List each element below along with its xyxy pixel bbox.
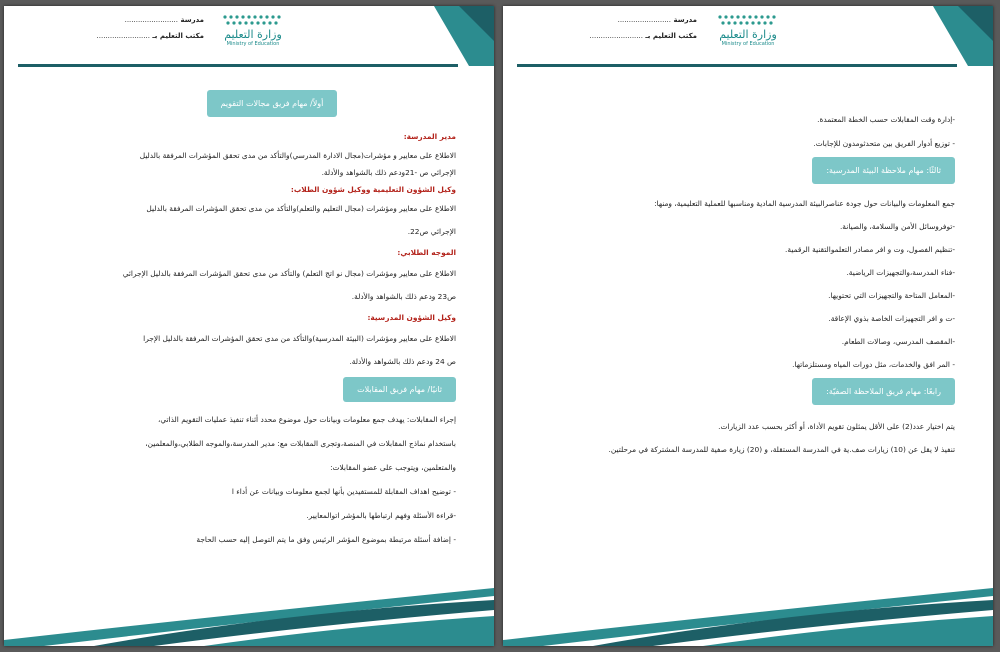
school-agent-line-1: الاطلاع على معايير ومؤشرات (البيئة المدرسية)والتأكد من مدى تحقق المؤشرات المرفقة بالدليل الإجرا [143, 334, 456, 343]
director-line-2: الإجرائي ص -21ودعم ذلك بالشواهد والأدلة. [321, 168, 456, 177]
header-fields [590, 16, 697, 48]
office-field [590, 32, 697, 48]
environment-intro: جمع المعلومات والبيانات حول جودة عناصرالبيئة المدرسية المادية ومناسبها للعملية التعليمية، ومنها: [654, 199, 955, 208]
section-banner-evaluation: أولاً/ مهام فريق مجالات التقويم [207, 90, 338, 117]
left-page-content [28, 90, 456, 545]
environment-list [527, 221, 955, 370]
ministry-logo [711, 14, 785, 47]
office-label: مكتب التعليم بـ [152, 32, 204, 40]
interviews-line-4: - توضيح اهداف المقابلة للمستفيدين بأنها لجمع معلومات وبيانات عن أداء ا [231, 487, 456, 496]
footer-decoration [4, 586, 494, 646]
list-item: - المر افق والخدمات، مثل دورات المياه ومستلزماتها. [792, 360, 955, 369]
student-guide-line-2: ص23 ودعم ذلك بالشواهد والأدلة. [351, 292, 456, 301]
interviews-cont-line-2: - توزيع أدوار الفريق بين متحدثومدون للإجابات. [813, 139, 955, 148]
section-banner-interviews: ثانيًا/ مهام فريق المقابلات [343, 377, 456, 402]
director-title: مدير المدرسة: [403, 132, 456, 141]
header-rule [517, 64, 957, 67]
director-line-1: الاطلاع على معايير و مؤشرات(مجال الادارة المدرسي)والتأكد من مدى تحقق المؤشرات المرفقة بالدليل [139, 151, 456, 160]
interviews-line-6: - إضافة أسئلة مرتبطة بموضوع المؤشر الرئيس وفق ما يتم التوصل إليه حسب الحاجة [196, 535, 456, 544]
interviews-line-1: إجراء المقابلات: يهدف جمع معلومات وبيانات حول موضوع محدد أثناء تنفيذ عمليات التقويم الذاتي، [158, 415, 456, 424]
class-observation-line-2: تنفيذ لا يقل عن (10) زيارات صف.ية في المدرسة المستقلة، و (20) زيارة صفية للمدرسة المشتركة في مرحلتين. [608, 445, 955, 454]
school-agent-title: وكيل الشؤون المدرسية: [367, 313, 456, 322]
edu-agent-line-1: الاطلاع على معايير ومؤشرات (مجال التعليم والتعلم)والتأكد من مدى تحقق المؤشرات المرفقة بالدليل [146, 204, 456, 213]
interviews-line-5: -قراءة الأسئلة وفهم ارتباطها بالمؤشر اتوالمعايير. [306, 511, 456, 520]
document-page-left [4, 6, 494, 646]
office-dots: ........................ [96, 32, 150, 40]
list-item: -توفروسائل الأمن والسلامة، والصيانة. [839, 222, 955, 231]
list-item: -المقصف المدرسي، وصالات الطعام. [841, 337, 955, 346]
edu-agent-title: وكيل الشؤون التعليمية ووكيل شؤون الطلاب: [290, 185, 456, 194]
interviews-line-2: باستخدام نماذج المقابلات في المنصة،وتجرى المقابلات مع: مدير المدرسة،والموجه الطلابي،والمعلمين، [145, 439, 456, 448]
school-dots: ........................ [124, 16, 179, 24]
header-fields [97, 16, 204, 48]
interviews-line-3: والمتعلمين، ويتوجب على عضو المقابلات: [330, 463, 456, 472]
ministry-name-ar: وزارة التعليم [719, 28, 777, 41]
edu-agent-line-2: الإجرائي ص22. [407, 227, 456, 236]
section-banner-class-observation: رابعًا: مهام فريق الملاحظة الصفيّة: [812, 378, 955, 405]
logo-dots-icon [716, 14, 780, 28]
class-observation-line-1: يتم اختيار عدد(2) على الأقل يمثلون تقويم الأداة، أو أكثر بحسب عدد الزيارات. [718, 422, 955, 431]
school-agent-line-2: ص 24 ودعم ذلك بالشواهد والأدلة. [349, 357, 456, 366]
office-field [97, 32, 204, 48]
ministry-logo [216, 14, 290, 47]
school-dots: ........................ [617, 16, 672, 24]
ministry-name-ar: وزارة التعليم [224, 28, 282, 41]
section-banner-environment: ثالثًا: مهام ملاحظة البيئة المدرسية: [812, 157, 955, 184]
ministry-name-en: Ministry of Education [226, 41, 280, 47]
list-item: -ت و افر التجهيزات الخاصة بذوي الإعاقة. [828, 314, 955, 323]
header-rule [18, 64, 458, 67]
list-item: -فناء المدرسة،والتجهيزات الرياضية. [846, 268, 955, 277]
office-dots: ........................ [589, 32, 643, 40]
school-field [97, 16, 204, 32]
student-guide-title: الموجه الطلابي: [397, 248, 456, 257]
footer-decoration [503, 586, 993, 646]
school-label: مدرسة [673, 16, 697, 24]
interviews-cont-line-1: -إدارة وقت المقابلات حسب الخطة المعتمدة. [817, 115, 955, 124]
logo-dots-icon [221, 14, 285, 28]
student-guide-line-1: الاطلاع على معايير ومؤشرات (مجال نو اتج التعلم) والتأكد من مدى تحقق المؤشرات المرفقة بالدليل الإجرائي [122, 269, 456, 278]
school-label: مدرسة [180, 16, 204, 24]
school-field [590, 16, 697, 32]
right-page-content [527, 114, 955, 455]
ministry-name-en: Ministry of Education [721, 41, 775, 47]
list-item: -تنظيم الفصول، وت و افر مصادر التعلموالتقنية الرقمية. [785, 245, 955, 254]
office-label: مكتب التعليم بـ [645, 32, 697, 40]
document-page-right [503, 6, 993, 646]
list-item: -المعامل المتاحة والتجهيزات التي تحتويها. [828, 291, 955, 300]
